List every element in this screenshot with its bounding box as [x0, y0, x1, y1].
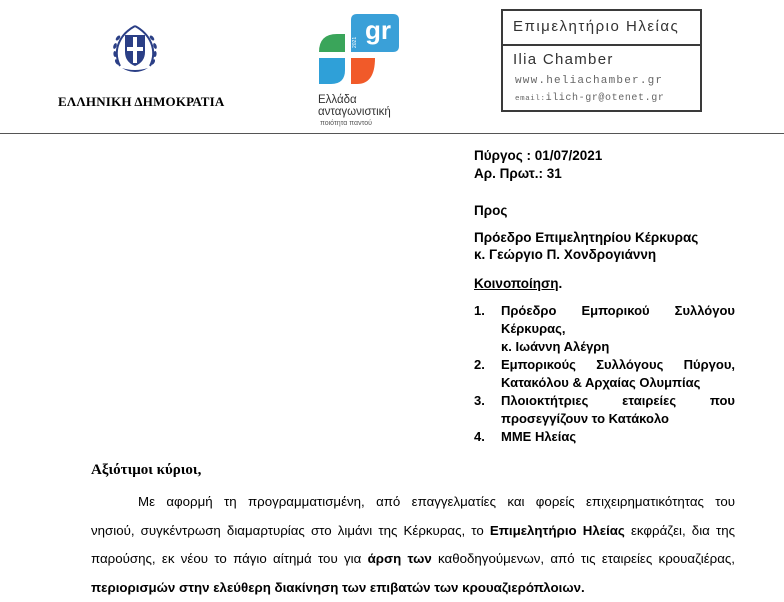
gr-logo-year: 2021 [352, 37, 358, 48]
protocol-number: Αρ. Πρωτ.: 31 [474, 166, 562, 181]
list-item: 2. Εμπορικούς Συλλόγους Πύργου, Κατακόλου & Αρχαίας Ολυμπίας [474, 356, 735, 392]
recipient-title: Πρόεδρο Επιμελητηρίου Κέρκυρας [474, 230, 698, 245]
chamber-divider [503, 44, 700, 46]
recipient-label: Προς [474, 203, 507, 218]
cc-label-text: Κοινοποίηση [474, 276, 559, 291]
chamber-name-english: Ilia Chamber [513, 51, 614, 68]
chamber-letterhead [501, 9, 702, 112]
chamber-email-address: ilich-gr@otenet.gr [546, 93, 665, 104]
list-item: 1. Πρόεδρο Εμπορικού Συλλόγου Κέρκυρας, κ. Ιωάννη Αλέγρη [474, 302, 735, 356]
chamber-website: www.heliachamber.gr [515, 75, 663, 87]
gr-logo-caption [318, 94, 391, 130]
gr-logo-mark: gr [365, 15, 391, 45]
chamber-name-greek: Επιμελητήριο Ηλείας [513, 18, 679, 35]
gr-caption-line2: ανταγωνιστική [318, 106, 391, 118]
chamber-email-label: email: [515, 95, 546, 103]
body-line-2: νησιού, συγκέντρωση διαμαρτυρίας στο λιμάνι της Κέρκυρας, το Επιμελητήριο Ηλείας εκφράζει, δια της [91, 517, 735, 546]
cc-label: Κοινοποίηση. [474, 276, 562, 291]
gr-caption-tagline: ποιότητα παντού [320, 118, 391, 130]
letter-date: Πύργος : 01/07/2021 [474, 148, 602, 163]
greek-emblem-icon [108, 22, 162, 76]
list-number: 4. [474, 428, 501, 446]
list-number: 3. [474, 392, 501, 428]
list-item: 4. ΜΜΕ Ηλείας [474, 428, 735, 446]
list-number: 2. [474, 356, 501, 392]
list-item: 3. Πλοιοκτήτριες εταιρείες που προσεγγίζουν το Κατάκολο [474, 392, 735, 428]
body-line-3: παρούσης, εκ νέου το πάγιο αίτημά του για άρση των καθοδηγούμενων, από τις εταιρείες κρουαζιέρας, [91, 545, 735, 574]
recipient-name: κ. Γεώργιο Π. Χονδρογιάννη [474, 247, 656, 262]
body-line-4: περιορισμών στην ελεύθερη διακίνηση των επιβατών των κρουαζιερόπλοιων. [91, 574, 735, 602]
letter-body [91, 488, 735, 602]
body-line-1: Με αφορμή τη προγραμματισμένη, από επαγγελματίες και φορείς επιχειρηματικότητας του [91, 488, 735, 517]
greeting: Αξιότιμοι κύριοι, [91, 462, 201, 479]
list-number: 1. [474, 302, 501, 356]
header-divider [0, 133, 784, 134]
government-name: ΕΛΛΗΝΙΚΗ ΔΗΜΟΚΡΑΤΙΑ [58, 94, 224, 110]
cc-list [474, 302, 735, 446]
gr-caption-line1: Ελλάδα [318, 94, 391, 106]
greece-competitive-logo [317, 12, 407, 86]
chamber-email [515, 93, 664, 104]
